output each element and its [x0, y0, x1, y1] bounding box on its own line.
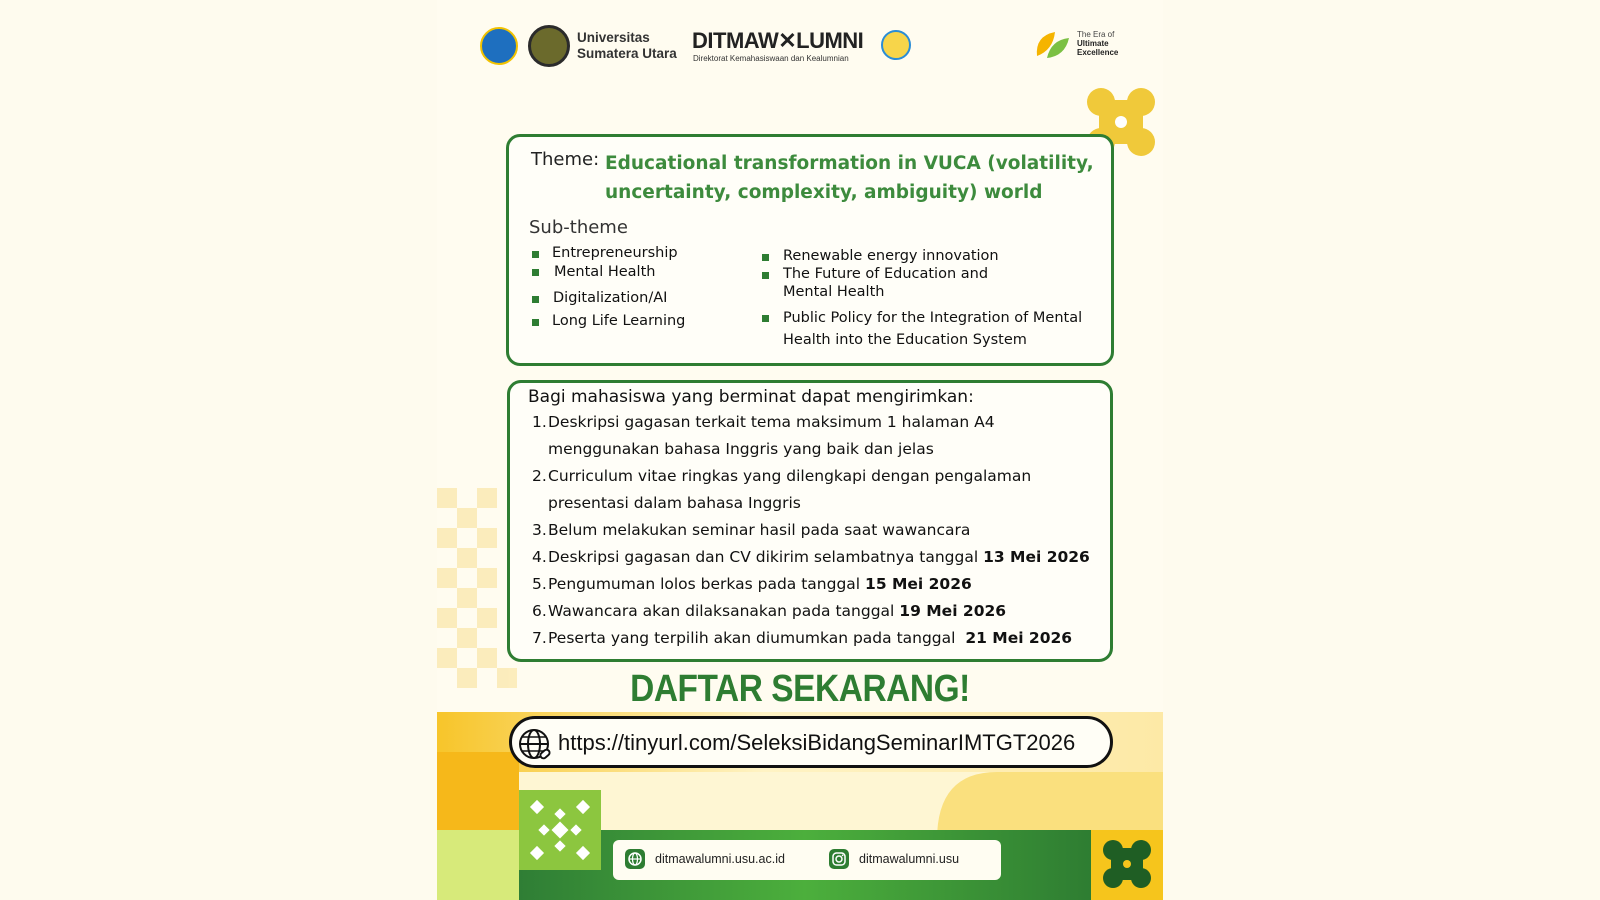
university-name [577, 30, 677, 62]
subtheme-heading: Sub-theme [529, 217, 628, 238]
bullet-icon [532, 251, 539, 258]
subtheme-item: Digitalization/AI [553, 290, 668, 306]
subtheme-item: The Future of Education and Mental Health [783, 266, 989, 300]
subtheme-item: Public Policy for the Integration of Mental Health into the Education System [783, 310, 1083, 348]
bullet-icon [762, 272, 769, 279]
requirement-item: Belum melakukan seminar hasil pada saat wawancara [548, 521, 971, 539]
era-line2: Ultimate [1077, 39, 1109, 48]
bullet-icon [762, 254, 769, 261]
requirement-item: Deskripsi gagasan dan CV dikirim selambatnya tanggal 13 Mei 2026 [548, 548, 1090, 566]
registration-url[interactable]: https://tinyurl.com/SeleksiBidangSeminarIMTGT2026 [558, 730, 1076, 755]
requirement-number: 1. [532, 413, 547, 431]
requirements-box [507, 380, 1113, 662]
bullet-icon [762, 315, 769, 322]
university-name-line2: Sumatera Utara [577, 46, 677, 61]
era-line3: Excellence [1077, 48, 1119, 57]
requirement-number: 3. [532, 521, 547, 539]
requirement-item: Deskripsi gagasan terkait tema maksimum 1 halaman A4 menggunakan bahasa Inggris yang baik dan jelas [548, 413, 995, 458]
event-logo [881, 30, 911, 60]
university-name-line1: Universitas [577, 30, 650, 45]
bullet-icon [532, 296, 539, 303]
footer-instagram[interactable]: ditmawalumni.usu [859, 852, 960, 866]
instagram-icon [829, 849, 849, 869]
requirement-item: Pengumuman lolos berkas pada tanggal 15 Mei 2026 [548, 575, 972, 593]
subtheme-item: Renewable energy innovation [783, 248, 999, 264]
era-tagline [1077, 30, 1118, 57]
requirements-heading: Bagi mahasiswa yang berminat dapat mengirimkan: [528, 387, 974, 407]
subtheme-item: Entrepreneurship [552, 245, 678, 261]
subtheme-item: Long Life Learning [552, 313, 686, 329]
footer-contacts [613, 840, 1001, 880]
requirement-number: 5. [532, 575, 547, 593]
theme-label: Theme: [531, 149, 600, 170]
requirement-item: Curriculum vitae ringkas yang dilengkapi dengan pengalaman presentasi dalam bahasa Inggris [548, 467, 1032, 512]
requirement-number: 7. [532, 629, 547, 647]
ditmaw-title: DITMAW✕LUMNI [692, 28, 864, 53]
globe-icon [625, 849, 645, 869]
footer-website[interactable]: ditmawalumni.usu.ac.id [655, 852, 785, 866]
bullet-icon [532, 269, 539, 276]
usu-logo [528, 25, 570, 67]
requirement-item: Peserta yang terpilih akan diumumkan pada tanggal 21 Mei 2026 [548, 629, 1073, 647]
requirement-number: 6. [532, 602, 547, 620]
requirement-number: 2. [532, 467, 547, 485]
subtheme-item: Mental Health [554, 264, 656, 280]
theme-box [506, 134, 1114, 366]
requirement-number: 4. [532, 548, 547, 566]
theme-text: Educational transformation in VUCA (volatility, uncertainty, complexity, ambiguity) world [605, 153, 1094, 203]
era-leaf-icon [1033, 28, 1073, 62]
poster [437, 0, 1163, 900]
kemdikbud-logo [480, 27, 518, 65]
bullet-icon [532, 319, 539, 326]
ditmaw-subtitle: Direktorat Kemahasiswaan dan Kealumnian [693, 54, 849, 63]
era-line1: The Era of [1077, 30, 1115, 39]
registration-link[interactable] [509, 716, 1113, 768]
requirement-item: Wawancara akan dilaksanakan pada tanggal 19 Mei 2026 [548, 602, 1007, 620]
globe-link-icon [518, 727, 554, 763]
daftar-sekarang-heading: DAFTAR SEKARANG! [630, 668, 970, 710]
